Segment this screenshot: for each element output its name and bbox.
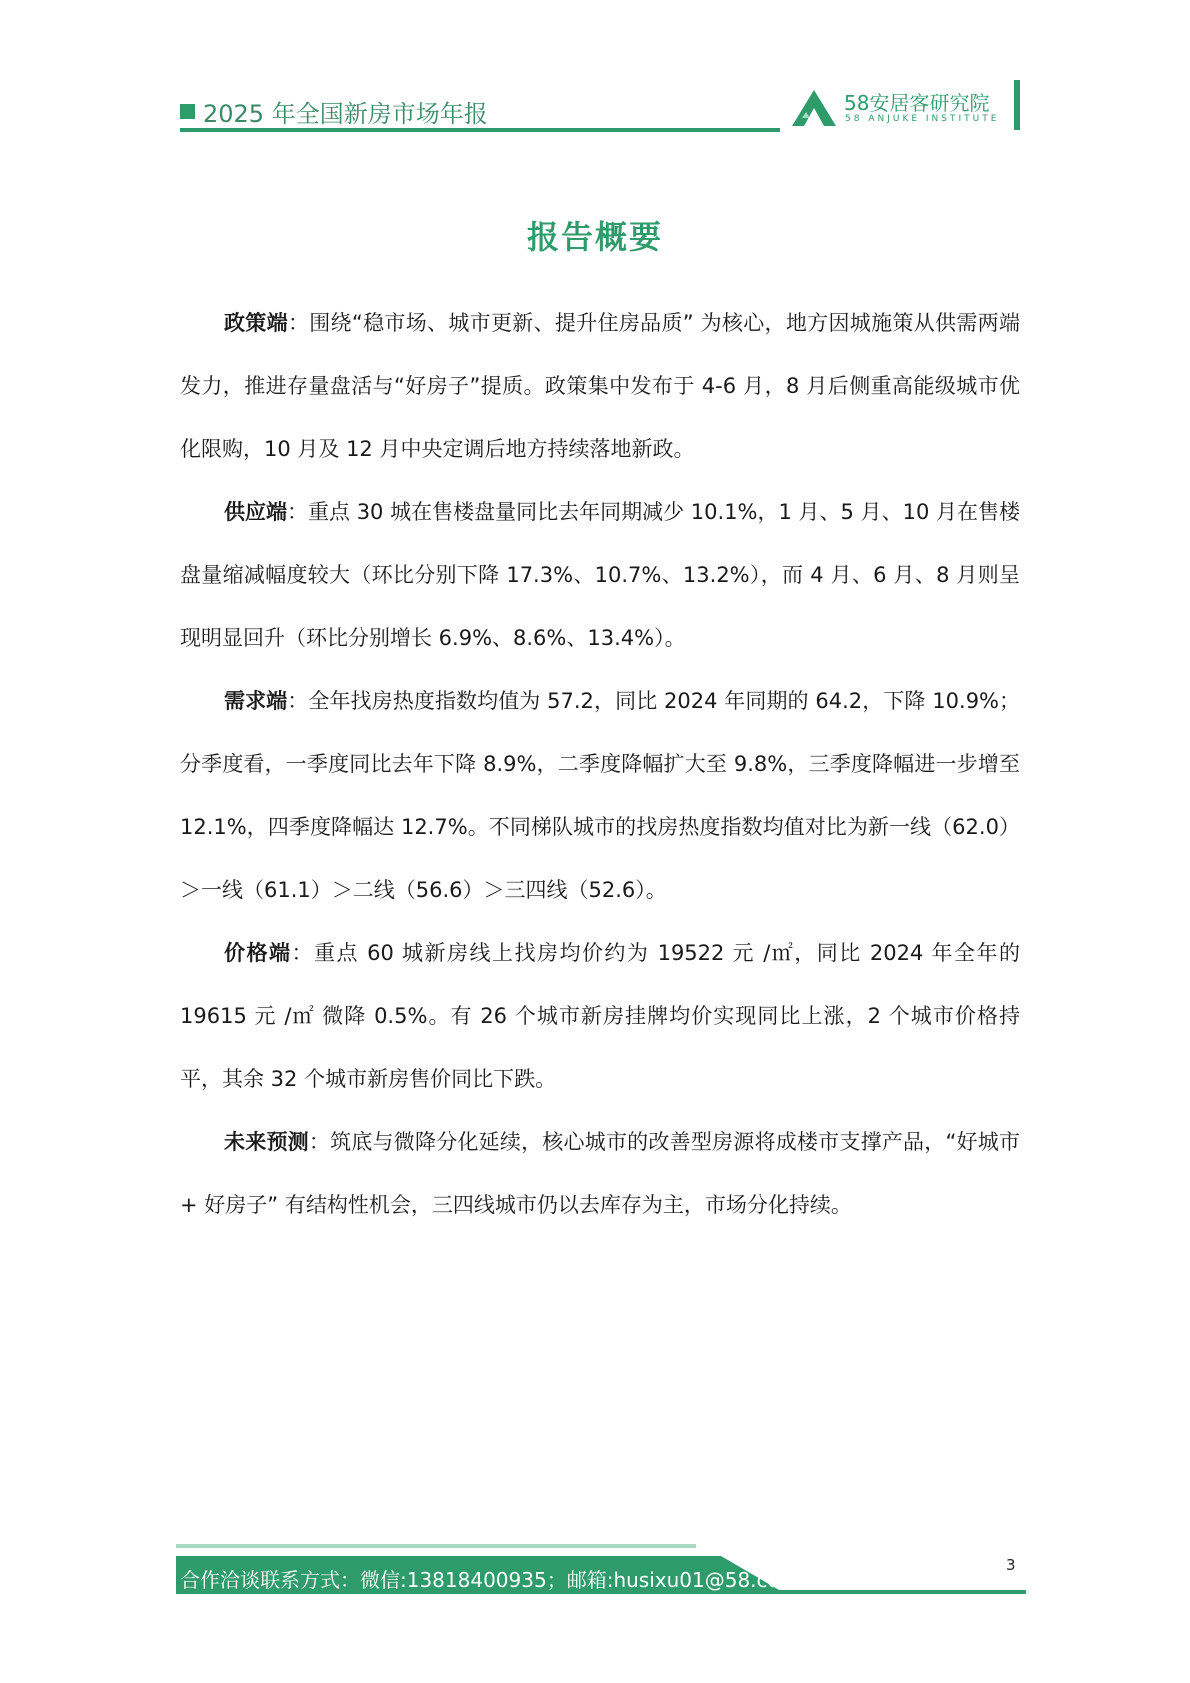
supply-paragraph [180,481,1020,670]
price-label: 价格端 [224,941,292,965]
forecast-paragraph [180,1111,1020,1237]
mountain-logo-icon [792,90,836,126]
page-title: 报告概要 [526,218,663,256]
page-footer [176,1544,1026,1594]
supply-label: 供应端 [224,500,288,524]
report-title-text: 2025 年全国新房市场年报 [203,100,488,128]
logo-subtitle: 58 ANJUKE INSTITUTE [845,114,1000,124]
price-text: ：重点 60 城新房线上找房均价约为 19522 元 /㎡，同比 2024 年全年的 19615 元 /㎡ 微降 0.5%。有 26 个城市新房挂牌均价实现同比上涨，2 个城市价格持平，其余 32 个城市新房售价同比下跌。 [180,941,1020,1091]
forecast-label: 未来预测 [224,1130,309,1154]
demand-paragraph [180,670,1020,922]
report-title [180,94,488,129]
anjuke-logo [792,86,1007,130]
supply-text: ：重点 30 城在售楼盘量同比去年同期减少 10.1%，1 月、5 月、10 月在售楼盘量缩减幅度较大（环比分别下降 17.3%、10.7%、13.2%），而 4 月、6 月、8 月则呈现明显回升（环比分别增长 6.9%、8.6%、13.4%）。 [180,500,1020,650]
policy-paragraph [180,292,1020,481]
price-paragraph [180,922,1020,1111]
forecast-text: ：筑底与微降分化延续，核心城市的改善型房源将成楼市支撑产品，“好城市 + 好房子” 有结构性机会，三四线城市仍以去库存为主，市场分化持续。 [180,1130,1020,1217]
policy-label: 政策端 [224,311,288,335]
header-rule [180,128,780,132]
demand-label: 需求端 [224,689,288,713]
square-bullet-icon [180,104,195,119]
demand-text: ：全年找房热度指数均值为 57.2，同比 2024 年同期的 64.2，下降 10.9%；分季度看，一季度同比去年下降 8.9%，二季度降幅扩大至 9.8%，三季度降幅进一步增至 12.1%，四季度降幅达 12.7%。不同梯队城市的找房热度指数均值对比为新一线（62.0）＞一线（61.1）＞二线（56.6）＞三四线（52.6）。 [180,689,1021,902]
page-header [180,80,1020,136]
contact-info: 合作洽谈联系方式：微信:13818400935；邮箱:husixu01@58.com； [180,1568,820,1592]
summary-content [180,292,1020,1237]
page-number: 3 [1006,1556,1016,1574]
logo-text: 58安居客研究院 [844,91,990,115]
header-accent-bar [1014,80,1020,130]
policy-text: ：围绕“稳市场、城市更新、提升住房品质” 为核心，地方因城施策从供需两端发力，推进存量盘活与“好房子”提质。政策集中发布于 4-6 月，8 月后侧重高能级城市优化限购，10 月及 12 月中央定调后地方持续落地新政。 [180,311,1020,461]
